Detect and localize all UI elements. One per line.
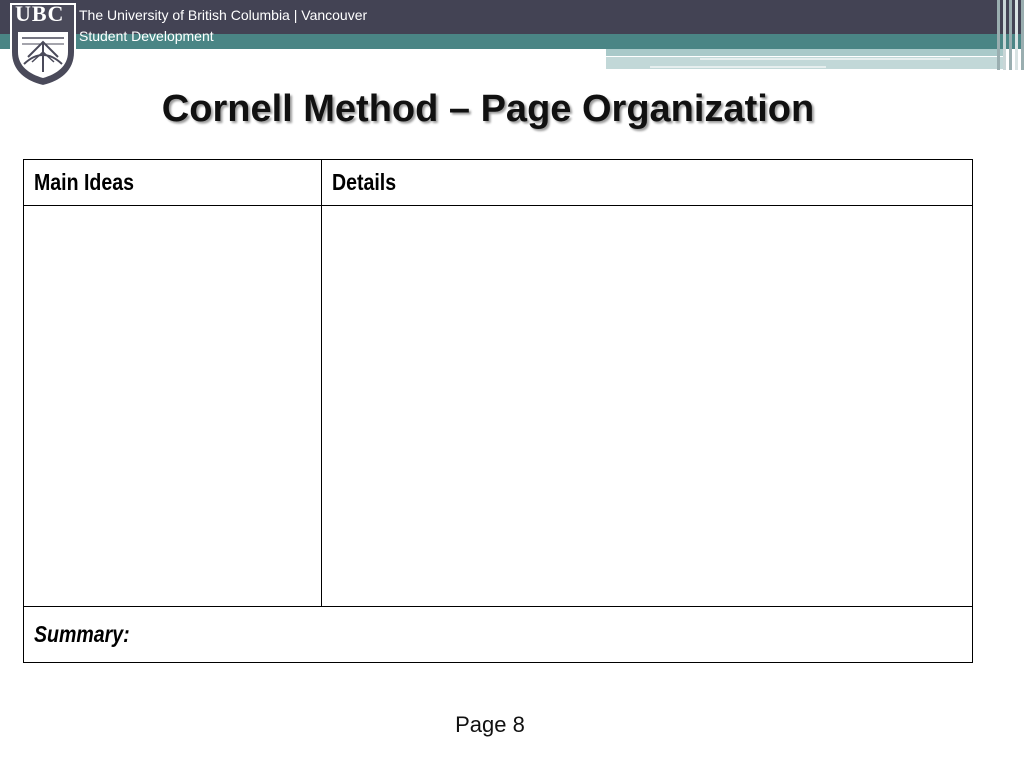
header-accent-line: [700, 58, 950, 60]
page-number: Page 8: [455, 712, 525, 737]
details-header: Details: [332, 169, 397, 195]
details-cell: [322, 206, 973, 607]
university-name: The University of British Columbia | Vancouver: [79, 7, 368, 23]
cornell-notes-table: [23, 159, 973, 663]
header-accent-strip: [606, 49, 1006, 56]
department-name: Student Development: [79, 28, 214, 44]
header-accent-line-lower: [650, 66, 826, 68]
summary-label: Summary:: [34, 621, 130, 647]
summary-cell: [24, 607, 973, 663]
table-notes-row: [24, 206, 973, 607]
ubc-logo-text: UBC: [15, 1, 65, 26]
slide-title: Cornell Method – Page Organization: [161, 88, 815, 130]
main-ideas-header: Main Ideas: [34, 169, 134, 195]
table-summary-row: [24, 607, 973, 663]
table-header-row: [24, 160, 973, 206]
header-stripes: [990, 0, 1024, 70]
details-header-cell: [322, 160, 973, 206]
main-ideas-cell: [24, 206, 322, 607]
main-ideas-header-cell: [24, 160, 322, 206]
